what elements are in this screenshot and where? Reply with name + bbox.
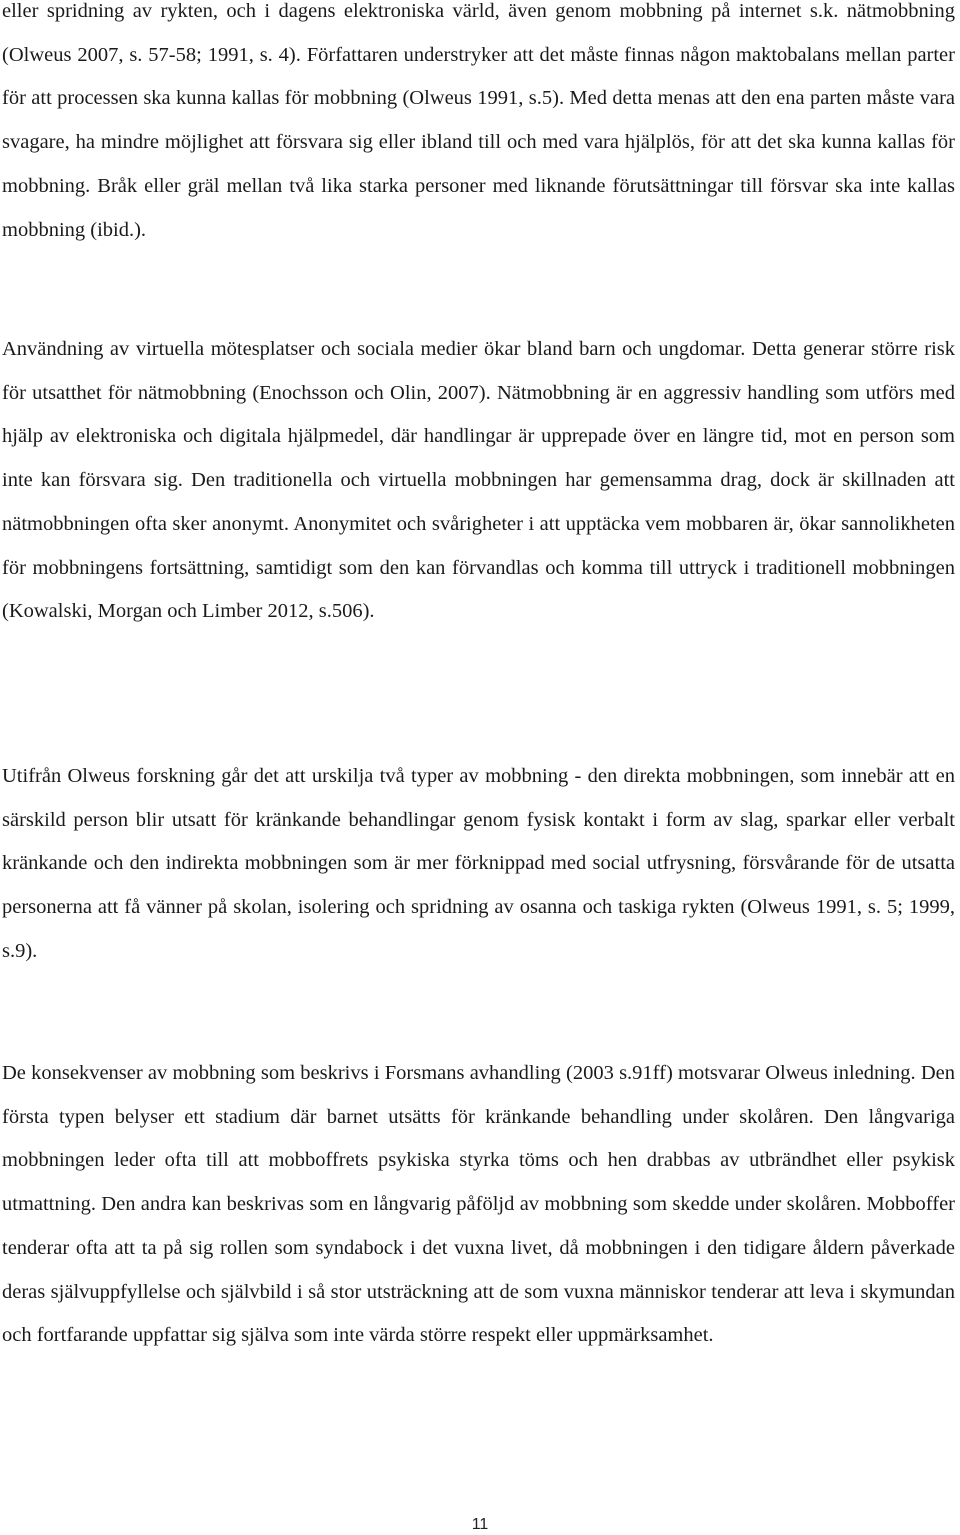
paragraph-text: eller spridning av rykten, och i dagens elektroniska värld, även genom mobbning på internet s.k. nätmobbning (Olweus 2007, s. 57-58; 1991, s. 4). Författaren understryker att det måste finnas någon maktobalans mellan parter för att processen ska kunna kallas för mobbning (Olweus 1991, s.5). Med detta menas att den ena parten måste vara svagare, ha mindre möjlighet att försvara sig eller ibland till och med vara hjälplös, för att det ska kunna kallas för mobbning. Bråk eller gräl mellan två lika starka personer med liknande förutsättningar till försvar ska inte kallas mobbning (ibid.).: [2, 0, 955, 241]
paragraph-bullying-types: [2, 755, 955, 974]
paragraph-text: De konsekvenser av mobbning som beskrivs i Forsmans avhandling (2003 s.91ff) motsvarar Olweus inledning. Den första typen belyser ett stadium där barnet utsätts för kränkande behandling under skolåren. Den långvariga mobbningen leder ofta till att mobboffrets psykiska styrka töms och hen drabbas av utbrändhet eller psykisk utmattning. Den andra kan beskrivas som en långvarig påföljd av mobbning som skedde under skolåren. Mobboffer tenderar ofta att ta på sig rollen som syndabock i det vuxna livet, då mobbningen i den tidigare åldern påverkade deras självuppfyllelse och självbild i så stor utsträckning att de som vuxna människor tenderar att leva i skymundan och fortfarande uppfattar sig själva som inte värda större respekt eller uppmärksamhet.: [2, 1062, 955, 1347]
paragraph-consequences: [2, 1052, 955, 1358]
paragraph-bullying-definition: [2, 0, 955, 252]
page-number: 11: [471, 1516, 489, 1533]
paragraph-text: Användning av virtuella mötesplatser och sociala medier ökar bland barn och ungdomar. Detta generar större risk för utsatthet för nätmobbning (Enochsson och Olin, 2007). Nätmobbning är en aggressiv handling som utförs med hjälp av elektroniska och digitala hjälpmedel, där handlingar är upprepade över en längre tid, mot en person som inte kan försvara sig. Den traditionella och virtuella mobbningen har gemensamma drag, dock är skillnaden att nätmobbningen ofta sker anonymt. Anonymitet och svårigheter i att upptäcka vem mobbaren är, ökar sannolikheten för mobbningens fortsättning, samtidigt som den kan förvandlas och komma till uttryck i traditionell mobbningen (Kowalski, Morgan och Limber 2012, s.506).: [2, 338, 955, 623]
paragraph-cyberbullying: [2, 328, 955, 634]
paragraph-text: Utifrån Olweus forskning går det att urskilja två typer av mobbning - den direkta mobbningen, som innebär att en särskild person blir utsatt för kränkande behandlingar genom fysisk kontakt i form av slag, sparkar eller verbalt kränkande och den indirekta mobbningen som är mer förknippad med social utfrysning, försvårande för de utsatta personerna att få vänner på skolan, isolering och spridning av osanna och taskiga rykten (Olweus 1991, s. 5; 1999, s.9).: [2, 765, 955, 962]
